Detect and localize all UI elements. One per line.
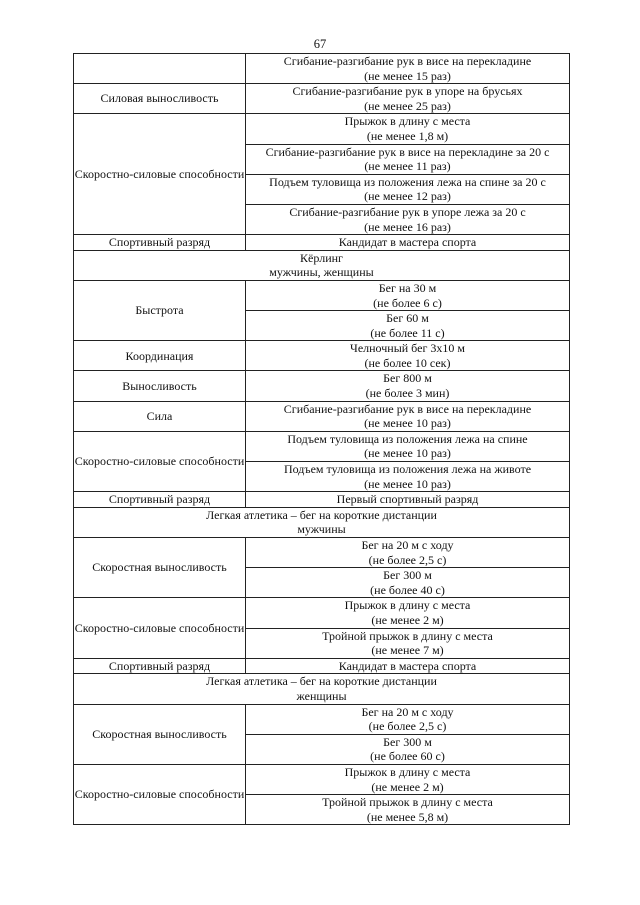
test-cell (246, 628, 570, 658)
section-title: Легкая атлетика – бег на короткие дистанции (206, 507, 437, 522)
test-cell (246, 704, 570, 734)
table-row (74, 538, 570, 568)
table-row (74, 341, 570, 371)
test-name: Бег 300 м (383, 568, 432, 583)
quality-cell: Скоростно-силовые способности (74, 431, 246, 491)
table-row (74, 235, 570, 251)
test-cell (246, 144, 570, 174)
test-norm: (не более 2,5 с) (368, 719, 447, 734)
quality-cell: Выносливость (74, 371, 246, 401)
section-header (74, 674, 570, 704)
test-name: Прыжок в длину с места (344, 598, 471, 613)
test-cell (246, 280, 570, 310)
section-header-row (74, 250, 570, 280)
quality-cell: Спортивный разряд (74, 235, 246, 251)
test-norm: (не менее 12 раз) (364, 189, 451, 204)
quality-cell: Спортивный разряд (74, 658, 246, 674)
test-cell (246, 795, 570, 825)
quality-cell: Скоростно-силовые способности (74, 598, 246, 658)
table-row (74, 764, 570, 794)
test-norm: (не менее 7 м) (371, 643, 444, 658)
test-cell (246, 492, 570, 508)
test-norm: (не менее 25 раз) (364, 98, 451, 113)
test-norm: (не менее 16 раз) (364, 219, 451, 234)
test-name: Подъем туловища из положения лежа на животе (283, 462, 532, 477)
test-norm: (не менее 11 раз) (364, 159, 451, 174)
test-cell (246, 341, 570, 371)
quality-cell: Сила (74, 401, 246, 431)
test-norm: (не менее 2 м) (371, 779, 444, 794)
test-name: Бег на 20 м с ходу (361, 704, 454, 719)
test-norm: (не менее 5,8 м) (366, 809, 449, 824)
standards-table-body (74, 54, 570, 825)
test-cell (246, 538, 570, 568)
test-name: Первый спортивный разряд (336, 492, 479, 507)
quality-cell: Координация (74, 341, 246, 371)
test-name: Тройной прыжок в длину с места (322, 628, 493, 643)
section-title: Кёрлинг (300, 250, 343, 265)
test-name: Сгибание-разгибание рук в висе на перекладине за 20 с (265, 144, 550, 159)
quality-cell: Скоростная выносливость (74, 538, 246, 598)
table-row (74, 431, 570, 461)
test-norm: (не более 10 сек) (364, 355, 451, 370)
test-name: Сгибание-разгибание рук в висе на перекладине (283, 401, 532, 416)
test-name: Тройной прыжок в длину с места (322, 795, 493, 810)
quality-cell: Спортивный разряд (74, 492, 246, 508)
table-row (74, 492, 570, 508)
test-cell (246, 371, 570, 401)
section-subtitle: женщины (296, 688, 347, 703)
table-row (74, 114, 570, 144)
page-number: 67 (313, 37, 327, 51)
table-row (74, 54, 570, 84)
test-norm: (не более 2,5 с) (368, 552, 447, 567)
test-norm: (не более 11 с) (370, 325, 445, 340)
test-name: Бег на 30 м (378, 280, 437, 295)
test-cell (246, 764, 570, 794)
test-name: Кандидат в мастера спорта (338, 235, 477, 250)
quality-cell (74, 54, 246, 84)
test-name: Бег 800 м (383, 371, 432, 386)
test-name: Подъем туловища из положения лежа на спине за 20 с (269, 174, 546, 189)
table-row (74, 280, 570, 310)
test-cell (246, 431, 570, 461)
test-name: Челночный бег 3х10 м (350, 341, 465, 356)
test-name: Сгибание-разгибание рук в упоре лежа за 20 с (289, 204, 526, 219)
test-norm: (не менее 2 м) (371, 612, 444, 627)
section-header (74, 507, 570, 537)
test-name: Сгибание-разгибание рук в упоре на брусьях (292, 84, 523, 99)
test-name: Бег 60 м (386, 311, 429, 326)
test-norm: (не более 40 с) (370, 582, 445, 597)
test-cell (246, 598, 570, 628)
table-row (74, 401, 570, 431)
section-subtitle: мужчины, женщины (269, 265, 374, 280)
test-norm: (не более 6 с) (373, 295, 442, 310)
section-header (74, 250, 570, 280)
test-norm: (не менее 10 раз) (364, 476, 451, 491)
table-row (74, 658, 570, 674)
quality-cell: Силовая выносливость (74, 84, 246, 114)
test-cell (246, 204, 570, 234)
test-cell (246, 401, 570, 431)
test-cell (246, 568, 570, 598)
section-header-row (74, 674, 570, 704)
test-norm: (не менее 10 раз) (364, 446, 451, 461)
table-row (74, 84, 570, 114)
test-cell (246, 462, 570, 492)
section-title: Легкая атлетика – бег на короткие дистанции (206, 674, 437, 689)
test-name: Бег на 20 м с ходу (361, 538, 454, 552)
table-row (74, 598, 570, 628)
test-cell (246, 734, 570, 764)
test-norm: (не менее 10 раз) (364, 416, 451, 431)
test-norm: (не менее 1,8 м) (366, 128, 449, 143)
test-cell (246, 174, 570, 204)
test-cell (246, 84, 570, 114)
standards-table (73, 53, 570, 825)
test-name: Кандидат в мастера спорта (338, 658, 477, 673)
section-header-row (74, 507, 570, 537)
test-name: Прыжок в длину с места (344, 114, 471, 129)
quality-cell: Скоростно-силовые способности (74, 764, 246, 824)
table-row (74, 704, 570, 734)
test-name: Сгибание-разгибание рук в висе на перекладине (283, 54, 532, 68)
test-name: Бег 300 м (383, 734, 432, 749)
quality-cell: Быстрота (74, 280, 246, 340)
test-cell (246, 54, 570, 84)
test-norm: (не менее 15 раз) (364, 68, 451, 83)
test-name: Подъем туловища из положения лежа на спине (287, 431, 528, 446)
test-norm: (не более 60 с) (370, 749, 445, 764)
section-subtitle: мужчины (297, 522, 346, 537)
test-cell (246, 114, 570, 144)
table-row (74, 371, 570, 401)
test-cell (246, 311, 570, 341)
test-cell (246, 658, 570, 674)
test-norm: (не более 3 мин) (365, 386, 450, 401)
test-name: Прыжок в длину с места (344, 764, 471, 779)
quality-cell: Скоростная выносливость (74, 704, 246, 764)
quality-cell: Скоростно-силовые способности (74, 114, 246, 235)
test-cell (246, 235, 570, 251)
